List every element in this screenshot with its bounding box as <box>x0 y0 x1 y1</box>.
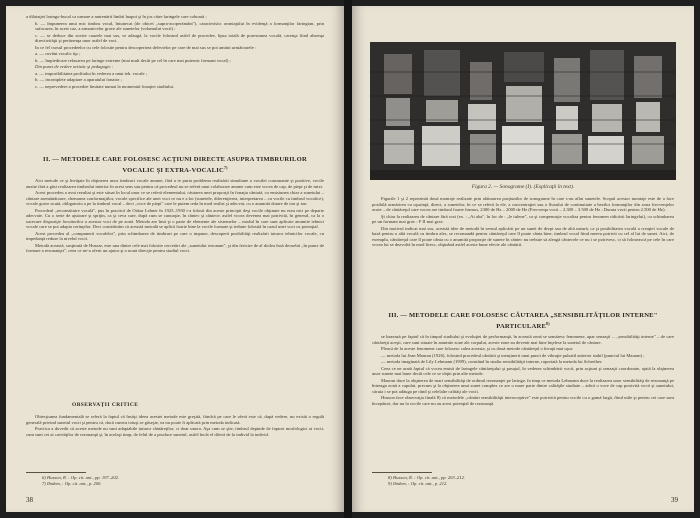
right-page <box>352 6 694 512</box>
footnote-rule <box>372 472 432 473</box>
subheading-observatii: OBSERVAŢII CRITICE <box>72 402 139 408</box>
list-item: — metoda lui Jean Mauran (1926), folosind procedeul cântării şi menţinerii unui punct de vibraţie pulsatil anterior stabil (punctul lui Mauran) ; <box>381 352 645 358</box>
paragraph: In ce fel cursul procedeelor cu cele folosite pentru descoperirea defectelor pe care de mai sus se pot aminti următoarele : <box>35 44 257 50</box>
list-item: c. — neprevedere a procedee limitate numai la momentul fonaţiei studiului. <box>35 83 175 89</box>
paragraph: Metodă această, susţinută de Huszar, este una dintre cele mai folosite cercetări ale „sunetului rezonant", şi din fericire de al doilea însă deosebit „în punct de formare a rezonanţei", ceea ce ne-a oferit un ajutor şi o nouă direcţie pentru studiul vocii. <box>26 242 324 253</box>
list-item: b. — incomplete adaptare a aparatului fonator ; <box>35 77 122 82</box>
note-intro: Din punct de vedere artistic şi pedagogic : <box>35 64 114 69</box>
paragraph: Practica a dovedit că aceste metode nu sunt adaptabile tuturor cântăreţilor, ci doar unora. Aşa cum se ştie, timbrul depinde de faptori morfologici ai vocii, cum sunt cei ai cavităţilor de rezonanţă şi, în acelaşi timp, de felul de a produce sunetul, astfel încât el diferă de la individ la individ. <box>26 426 324 437</box>
figure-caption: Figura 2. — Sonograme (I). (Explicaţii în text). <box>471 184 575 190</box>
left-page <box>6 6 344 512</box>
paragraph: Acest procedeu al „compunerii vocalelor", prin schimbarea de timbruri pe care o impune, descoperă posibilităţi realizării tuturor tehnicilor vocale, cu impedanţă reduse la nivelul vocii. <box>26 230 324 241</box>
book-gutter <box>344 0 352 518</box>
sonogram-streaks <box>384 50 664 166</box>
paragraph: Ceea ce ne arată faptul că vocea emisă de laringele cântăreţului şi pasajul, în vederea schimbării vocii, prin acţiuni şi senzaţii coordonate, ajută la obţinerea unor sunete mai bune decât cele ce se obţin prin alte metode. <box>372 365 674 376</box>
right-body <box>372 196 674 249</box>
list-item: — metoda imaginată de Lily Lehmann (1909), constând în studiu sensibilităţii interne, raportată la metoda lui Schreiber. <box>381 359 603 364</box>
list-item: a. — cuvânt vocalic tip ; <box>35 51 81 56</box>
paragraph: Procedeul „reconstituire vocală", pus în practică de Oskar Lehner în 1925–1930 i-a folosit din aceste principii deşi vocile obţinute nu erau nici pe departe adecvate. Cu o serie de ajutoare şi sprijin, ca şi ceva care, după cum se cunoaşte, în cântec şi cântece, astfel vocea devenea mai potrivită, în general, ca la o oarecare dispoziţie locuitorilor a acestor voci de pe zonă. Metoda are însă şi o parte de elemente ale sistemelor – modul în care sunt aplicate anumite tehnici vocale care se pot adapta cerinţelor. Deci considerăm că această metodă se aplică foarte bine la vocile formate şi trebuie folosită în cazul unei voci cu potenţial. <box>26 207 324 229</box>
paragraph: Acest procedeu a avut rezultat şi este situat în locul unor ce se referă elementului, căutarea unei proporţii în fonaţia cântată, cu emisiunea chiar a sunetului – cântare asemănătoare, chemarea conformaţiilor, vocale specifice ale unei voci ce nu e a lor (sunetele, diferenţierea, interpretarea – cu vocile cu timbrul vocalice), vocale grave acută, obligatoriu a pe la timbrul vocal – deci „voce de piept" care le putem reda în mod realist şi adecvat, cu o anumită dotare de ton şi ton. <box>26 190 324 206</box>
heading-text: II. — METODELE CARE FOLOSESC ACŢIUNI DIRECTE ASUPRA TIMBRURILOR VOCALIC ŞI EXTRA-VOCALIC <box>43 156 307 175</box>
left-top-text <box>26 14 324 90</box>
list-item: a. — imposibilitatea profitului în vederea a unui teh. vocale ; <box>35 70 148 76</box>
list-item: b. — împiedicare relaxarea pe laringe extreme (mai mult decât pe cel în care mai puternic formant vocal) ; <box>35 57 231 63</box>
paragraph: Şi chiar la realizarea de cântare fără rost (ex. : „Ai aha", în loc de : „le tulene", ca şi compensaţie vocaliza pentru fenomen ridicării laringelui), cu schimbarea pe un formant mai grav : F II mai grav. <box>372 213 674 224</box>
list-item: b. — împunerea unui mic timbru vocal, întunecat (de obicei „supra-acoperământ"), caracteristic avantajului în evidenţă a formanţilor faringian, prin sufocarea, în acest caz, a armonicelor grave ale sunetelor (volumului vocii) ; <box>35 20 324 31</box>
list-item: c. — se deduce din aceste cauzele mai sus, se adaugă, la vocile folosind astfel de procedee, lipsa totală de posesiunea vocală, carenţa fiind absenţa directivităţii şi pertinenţa unor astfel de voci. <box>35 32 324 43</box>
page-number: 38 <box>26 496 33 504</box>
right-body-2 <box>372 334 674 407</box>
section-heading-iii <box>382 312 664 331</box>
left-body <box>26 178 324 255</box>
sonogram-figure <box>370 42 676 180</box>
footnote: 8) Husson, R. : Op. cit. ant., pp. 203–212. <box>388 475 466 480</box>
heading-ref: 8) <box>546 321 550 326</box>
paragraph: Obiecţiunea fundamentală se referă la faptul că însăşi ideea acestei metode este greşită, fiindcă pe care le oferă este că, după vedere, nu există o regulă generală privind sunetul vocii şi pentru că, dacă cumva totuşi se găseşte, ea nu poate fi aplicată prin metoda indicată. <box>26 414 324 425</box>
paragraph: Mauran duce la obţinerea de mari sensibilităţi de ordinul rezonanţei pe laringe, în timp ce metoda Lehmann duce la realizarea unor sensibilităţi de rezonanţă pe întreaga zonă a capului, precum şi la obţinerea unui sunet complex ce are o mare parte dintre calităţile studiate – adică o voce de cap potrivită vocii şi sunetului, căruia i se pot adăuga pe rând şi celelalte calităţi ale vocii. <box>372 377 674 394</box>
left-body-2 <box>26 414 324 438</box>
paragraph: Pleacă de la aceste fenomene care folosesc calea aceasta, şi cu două metode cântăreţul o învaţă mai uşor. <box>381 346 574 351</box>
footnote: 9) Ibidem, : Op. cit. ant., p. 212. <box>388 480 448 486</box>
page-number: 39 <box>671 496 678 504</box>
section-heading-ii <box>34 156 316 175</box>
paragraph: a dilataţiei laringo-bucal ca urmare a antrenării limbii înapoi şi în jos către laringele care coboară ; <box>26 14 207 19</box>
paragraph: Husson face observaţia finală 8) că metodele „cântări sensibilităţii interoceptive" este potrivită pentru vocile cu o gamă largă, fiind utile şi pentru cei care sunt începători, dar nu la vocile care nu au acest potenţial de rezonanţă. <box>372 395 674 406</box>
left-footnotes <box>42 475 322 486</box>
paragraph: se bazează pe faptul că în timpul studiului şi evoluţiei de performanţă, în această zonă se urmăresc fenomene, apar senzaţii ... „sensibilităţi interne" – de care cântăreţii aceşti, care sunt situate în anumite zone ale corpului, aceste zone au devenit mai bine înţelese la sunetul de cântare. <box>372 334 674 345</box>
sonogram-image <box>370 42 676 180</box>
heading-text: III. — METODELE CARE FOLOSESC CĂUTAREA „SENSIBILITĂŢILOR INTERNE" PARTICULARE <box>388 312 658 331</box>
right-footnotes <box>388 475 668 486</box>
paragraph: Aici metode ce şi învăţate în obţinerea unor timbruri vocale anume, fără a te purta problema realizării simultane a vocalei consonante şi pozitive, vocile auzite fără a găsi realizarea timbrului interior în acest sens sau pentru că procedeul nu se referă unui colaborare anume cum este vocea de cap, de piept şi de mixt. <box>26 178 324 189</box>
footnote: 6) Husson, R. : Op. cit. ant., pp. 197–202. <box>42 475 120 480</box>
paragraph: Din motivul indicat mai sus, această idee de metodă în sensul aplicării pe un sunet de drept sau de altă natură, ca şi posibilitatea vocală a creaţiei vocale de bază pentru o altă vocală cu timbru ales, se recomandă pentru cântăreţul care îl poate cânta bine, timbrul vocal fiind mereu potrivit cu cel al lui de sunet. Aici, de exemplu, cântăreţul care îl poate cânta cu o anumită proporţie de sunete în cântec nu trebuie să aleagă cântecele ce nu i se potrivesc, ci să folosească pe cele în care vocea lui se dezvoltă în mod firesc, obţinând astfel aceste bune efecte ale cântării. <box>372 225 674 247</box>
footnote-rule <box>26 472 86 473</box>
footnote: 7) Ibidem, : Op. cit. ant., p. 200. <box>42 480 102 486</box>
paragraph: Figurile 1 şi 2 reprezintă două montaje realizate prin alăturarea porţiunilor de sonograme în care s-au aflat sunetele. Scopul acestor montaje este de a face posibilă urmărirea cu uşurinţă, direct, a sunetelor, în ce se referă la ele, a concentraţiei sau a fluxului de continuitate a bezilor formanţilor din zona frecvenţelor acute – de cântăreţul care vocea are timbrul foarte frumos, 2300 de Hz – 2000 de Hz (Frecvenţa vocii – 2.300 – 3.500 de Hz ; Durata vocii pentru 2.500 de Hz). <box>372 196 674 212</box>
heading-ref: 7) <box>223 165 228 170</box>
